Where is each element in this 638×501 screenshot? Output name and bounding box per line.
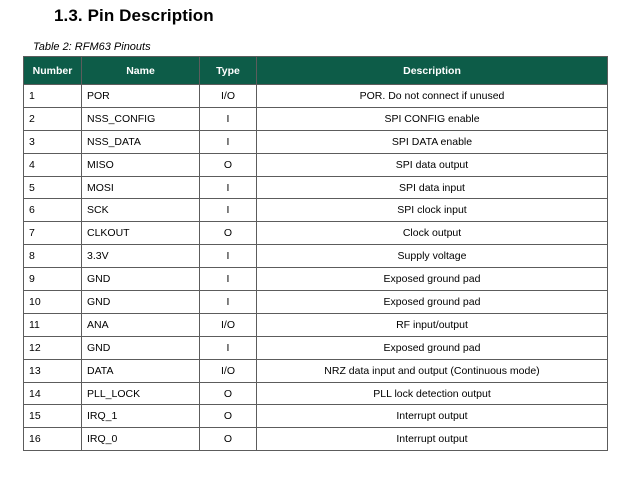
cell-pin-description: Interrupt output (257, 405, 608, 428)
cell-pin-number: 11 (24, 313, 82, 336)
cell-pin-description: NRZ data input and output (Continuous mode) (257, 359, 608, 382)
section-heading: 1.3. Pin Description (54, 6, 214, 25)
cell-pin-description: Clock output (257, 222, 608, 245)
cell-pin-description: Exposed ground pad (257, 336, 608, 359)
cell-pin-number: 2 (24, 107, 82, 130)
column-header-description: Description (257, 57, 608, 85)
cell-pin-number: 10 (24, 291, 82, 314)
cell-pin-type: I (200, 130, 257, 153)
cell-pin-name: IRQ_1 (82, 405, 200, 428)
table-row (24, 313, 608, 336)
table-caption: Table 2: RFM63 Pinouts (33, 41, 151, 53)
cell-pin-type: I/O (200, 359, 257, 382)
cell-pin-number: 8 (24, 245, 82, 268)
cell-pin-name: GND (82, 336, 200, 359)
table-row (24, 130, 608, 153)
cell-pin-name: CLKOUT (82, 222, 200, 245)
pinout-table (23, 56, 608, 451)
cell-pin-name: SCK (82, 199, 200, 222)
cell-pin-name: PLL_LOCK (82, 382, 200, 405)
cell-pin-description: SPI DATA enable (257, 130, 608, 153)
cell-pin-name: ANA (82, 313, 200, 336)
table-row (24, 428, 608, 451)
cell-pin-number: 3 (24, 130, 82, 153)
cell-pin-name: DATA (82, 359, 200, 382)
cell-pin-description: SPI data input (257, 176, 608, 199)
cell-pin-type: I (200, 268, 257, 291)
cell-pin-number: 9 (24, 268, 82, 291)
cell-pin-description: Exposed ground pad (257, 268, 608, 291)
cell-pin-description: RF input/output (257, 313, 608, 336)
cell-pin-type: O (200, 405, 257, 428)
cell-pin-description: SPI data output (257, 153, 608, 176)
cell-pin-type: I/O (200, 85, 257, 108)
table-row (24, 359, 608, 382)
cell-pin-type: I (200, 199, 257, 222)
cell-pin-number: 7 (24, 222, 82, 245)
cell-pin-description: PLL lock detection output (257, 382, 608, 405)
cell-pin-name: IRQ_0 (82, 428, 200, 451)
cell-pin-number: 1 (24, 85, 82, 108)
cell-pin-number: 14 (24, 382, 82, 405)
table-row (24, 336, 608, 359)
cell-pin-number: 15 (24, 405, 82, 428)
table-header-row (24, 57, 608, 85)
cell-pin-name: GND (82, 291, 200, 314)
cell-pin-description: Supply voltage (257, 245, 608, 268)
cell-pin-description: Interrupt output (257, 428, 608, 451)
cell-pin-type: I/O (200, 313, 257, 336)
table-row (24, 107, 608, 130)
cell-pin-type: O (200, 222, 257, 245)
cell-pin-type: O (200, 428, 257, 451)
cell-pin-name: POR (82, 85, 200, 108)
cell-pin-type: I (200, 176, 257, 199)
cell-pin-type: O (200, 153, 257, 176)
cell-pin-number: 4 (24, 153, 82, 176)
table-row (24, 268, 608, 291)
cell-pin-type: O (200, 382, 257, 405)
cell-pin-name: MISO (82, 153, 200, 176)
table-row (24, 199, 608, 222)
table-row (24, 405, 608, 428)
cell-pin-description: SPI CONFIG enable (257, 107, 608, 130)
cell-pin-description: SPI clock input (257, 199, 608, 222)
cell-pin-name: GND (82, 268, 200, 291)
column-header-type: Type (200, 57, 257, 85)
cell-pin-number: 16 (24, 428, 82, 451)
cell-pin-name: MOSI (82, 176, 200, 199)
cell-pin-description: POR. Do not connect if unused (257, 85, 608, 108)
cell-pin-description: Exposed ground pad (257, 291, 608, 314)
table-row (24, 245, 608, 268)
cell-pin-name: NSS_DATA (82, 130, 200, 153)
cell-pin-name: 3.3V (82, 245, 200, 268)
table-row (24, 176, 608, 199)
table-row (24, 85, 608, 108)
column-header-number: Number (24, 57, 82, 85)
column-header-name: Name (82, 57, 200, 85)
table-row (24, 222, 608, 245)
cell-pin-type: I (200, 107, 257, 130)
cell-pin-type: I (200, 291, 257, 314)
cell-pin-number: 12 (24, 336, 82, 359)
cell-pin-type: I (200, 336, 257, 359)
cell-pin-number: 13 (24, 359, 82, 382)
cell-pin-type: I (200, 245, 257, 268)
cell-pin-number: 6 (24, 199, 82, 222)
cell-pin-name: NSS_CONFIG (82, 107, 200, 130)
table-row (24, 153, 608, 176)
table-body (24, 85, 608, 451)
cell-pin-number: 5 (24, 176, 82, 199)
table-row (24, 382, 608, 405)
table-row (24, 291, 608, 314)
